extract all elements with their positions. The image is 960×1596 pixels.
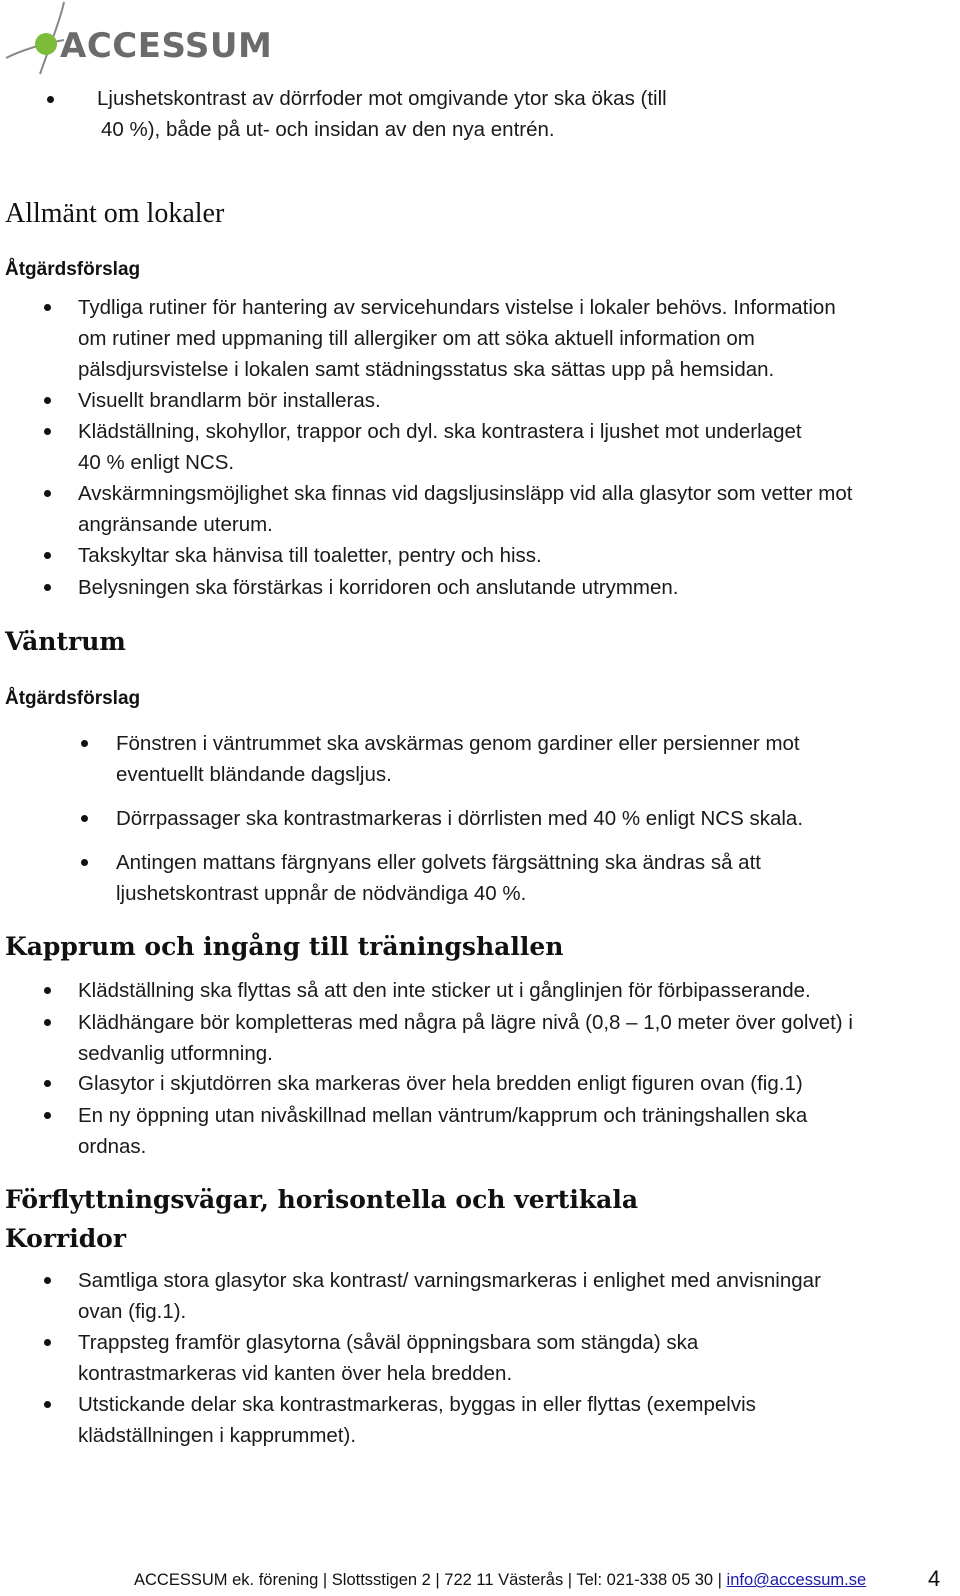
list-line: En ny öppning utan nivåskillnad mellan väntrum/kapprum och träningshallen ska <box>78 1104 808 1127</box>
list-line: Klädställning, skohyllor, trappor och dyl. ska kontrastera i ljushet mot underlaget <box>78 420 802 443</box>
bullet-icon <box>44 428 51 435</box>
bullet-icon <box>81 859 88 866</box>
logo-text: ACCESSUM <box>60 26 273 66</box>
list-line: Glasytor i skjutdörren ska markeras över hela bredden enligt figuren ovan (fig.1) <box>78 1072 803 1095</box>
bullet-icon <box>44 584 51 591</box>
list-line: Fönstren i väntrummet ska avskärmas genom gardiner eller persienner mot <box>116 732 800 755</box>
bullet-icon <box>44 397 51 404</box>
intro-line: Ljushetskontrast av dörrfoder mot omgivande ytor ska ökas (till <box>97 87 667 110</box>
bullet-icon <box>44 490 51 497</box>
list-line: ljushetskontrast uppnår de nödvändiga 40 %. <box>116 882 527 905</box>
footer-email-link[interactable]: info@accessum.se <box>726 1571 867 1589</box>
bullet-icon <box>44 1277 51 1284</box>
list-line: eventuellt bländande dagsljus. <box>116 763 392 786</box>
intro-line: 40 %), både på ut- och insidan av den nya entrén. <box>101 118 555 141</box>
list-line: ovan (fig.1). <box>78 1300 187 1323</box>
bullet-icon <box>44 1112 51 1119</box>
page-footer <box>134 1571 866 1590</box>
list-line: Takskyltar ska hänvisa till toaletter, pentry och hiss. <box>78 544 542 567</box>
bullet-icon <box>81 740 88 747</box>
list-line: Samtliga stora glasytor ska kontrast/ varningsmarkeras i enlighet med anvisningar <box>78 1269 821 1292</box>
list-line: Belysningen ska förstärkas i korridoren och anslutande utrymmen. <box>78 576 679 599</box>
section-heading: Allmänt om lokaler <box>5 198 225 229</box>
section-heading: Kapprum och ingång till träningshallen <box>5 932 564 961</box>
bullet-icon <box>44 1401 51 1408</box>
list-line: pälsdjursvistelse i lokalen samt städningsstatus ska sättas upp på hemsidan. <box>78 358 775 381</box>
list-line: Klädställning ska flyttas så att den inte sticker ut i gånglinjen för förbipasserande. <box>78 979 811 1002</box>
list-line: Visuellt brandlarm bör installeras. <box>78 389 381 412</box>
section-subheading: Åtgärdsförslag <box>5 688 141 709</box>
bullet-icon <box>44 1339 51 1346</box>
list-line: Tydliga rutiner för hantering av servicehundars vistelse i lokaler behövs. Information <box>78 296 836 319</box>
list-line: Dörrpassager ska kontrastmarkeras i dörrlisten med 40 % enligt NCS skala. <box>116 807 804 830</box>
section-heading: Förflyttningsvägar, horisontella och vertikala <box>5 1185 639 1214</box>
section-subheading: Korridor <box>5 1224 127 1253</box>
list-line: klädställningen i kapprummet). <box>78 1424 357 1447</box>
list-line: Trappsteg framför glasytorna (såväl öppningsbara som stängda) ska <box>78 1331 699 1354</box>
list-line: Utstickande delar ska kontrastmarkeras, byggas in eller flyttas (exempelvis <box>78 1393 756 1416</box>
bullet-icon <box>44 1019 51 1026</box>
page-number: 4 <box>928 1566 941 1591</box>
list-line: sedvanlig utformning. <box>78 1042 273 1065</box>
list-line: ordnas. <box>78 1135 147 1158</box>
accessum-logo <box>2 0 273 80</box>
list-line: Avskärmningsmöjlighet ska finnas vid dagsljusinsläpp vid alla glasytor som vetter mot <box>78 482 853 505</box>
list-line: Antingen mattans färgnyans eller golvets färgsättning ska ändras så att <box>116 851 761 874</box>
list-line: angränsande uterum. <box>78 513 273 536</box>
list-line: Klädhängare bör kompletteras med några på lägre nivå (0,8 – 1,0 meter över golvet) i <box>78 1011 853 1034</box>
section-subheading: Åtgärdsförslag <box>5 259 141 280</box>
bullet-icon <box>44 304 51 311</box>
list-line: 40 % enligt NCS. <box>78 451 235 474</box>
bullet-icon <box>44 1080 51 1087</box>
footer-text: ACCESSUM ek. förening | Slottsstigen 2 | 722 11 Västerås | Tel: 021-338 05 30 | <box>134 1571 727 1589</box>
bullet-icon <box>47 96 54 103</box>
bullet-icon <box>44 552 51 559</box>
bullet-icon <box>44 987 51 994</box>
section-heading: Väntrum <box>5 627 126 656</box>
list-line: kontrastmarkeras vid kanten över hela bredden. <box>78 1362 513 1385</box>
list-line: om rutiner med uppmaning till allergiker om att söka aktuell information om <box>78 327 755 350</box>
bullet-icon <box>81 815 88 822</box>
